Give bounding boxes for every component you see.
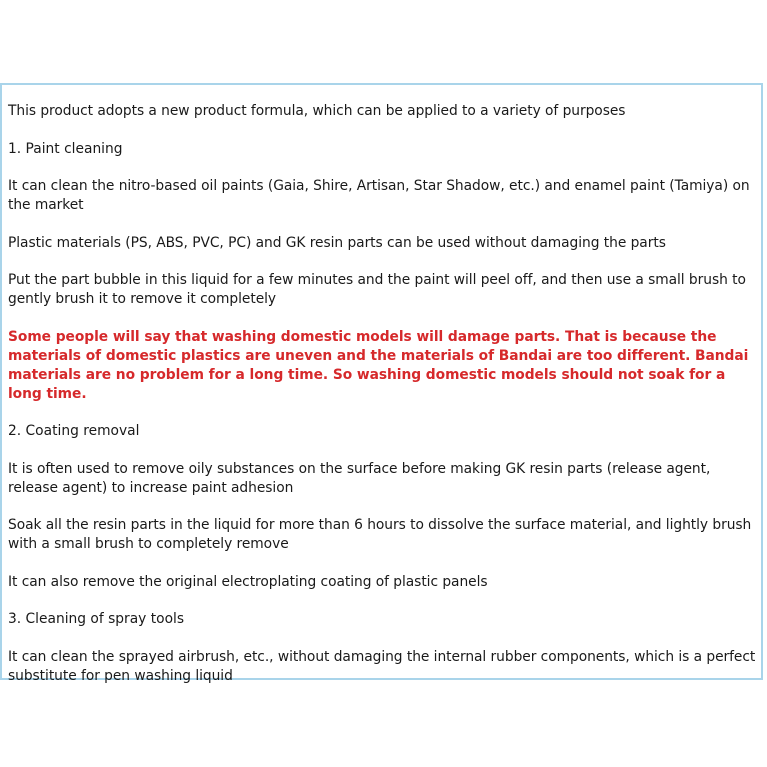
warning-text: Some people will say that washing domestic models will damage parts. That is because the materials of domestic plastics are uneven and the materials of Bandai are too different. Bandai materials are no problem for a long time. So washing domestic models should not soak for a long time. <box>8 328 749 402</box>
section-heading-coating-removal: 2. Coating removal <box>8 423 140 439</box>
paint-cleaning-text-1: It can clean the nitro-based oil paints (Gaia, Shire, Artisan, Star Shadow, etc.) and enamel paint (Tamiya) on the market <box>8 178 750 213</box>
coating-removal-text-3: It can also remove the original electroplating coating of plastic panels <box>8 573 488 590</box>
section-heading-paint-cleaning: 1. Paint cleaning <box>8 140 123 157</box>
intro-text: This product adopts a new product formula, which can be applied to a variety of purposes <box>8 103 626 119</box>
description-content <box>8 102 756 704</box>
coating-removal-text-1: It is often used to remove oily substances on the surface before making GK resin parts (release agent, release agent) to increase paint adhesion <box>8 460 711 496</box>
section-heading-spray-tools: 3. Cleaning of spray tools <box>8 611 185 627</box>
coating-removal-text-2: Soak all the resin parts in the liquid for more than 6 hours to dissolve the surface material, and lightly brush with a small brush to completely remove <box>8 517 752 552</box>
description-panel <box>0 83 763 684</box>
paint-cleaning-text-2: Plastic materials (PS, ABS, PVC, PC) and GK resin parts can be used without damaging the parts <box>8 234 666 251</box>
spray-tools-text-1: It can clean the sprayed airbrush, etc., without damaging the internal rubber components, which is a perfect substitute for pen washing liquid <box>8 648 756 684</box>
paint-cleaning-text-3: Put the part bubble in this liquid for a few minutes and the paint will peel off, and then use a small brush to gently brush it to remove it completely <box>8 272 746 307</box>
